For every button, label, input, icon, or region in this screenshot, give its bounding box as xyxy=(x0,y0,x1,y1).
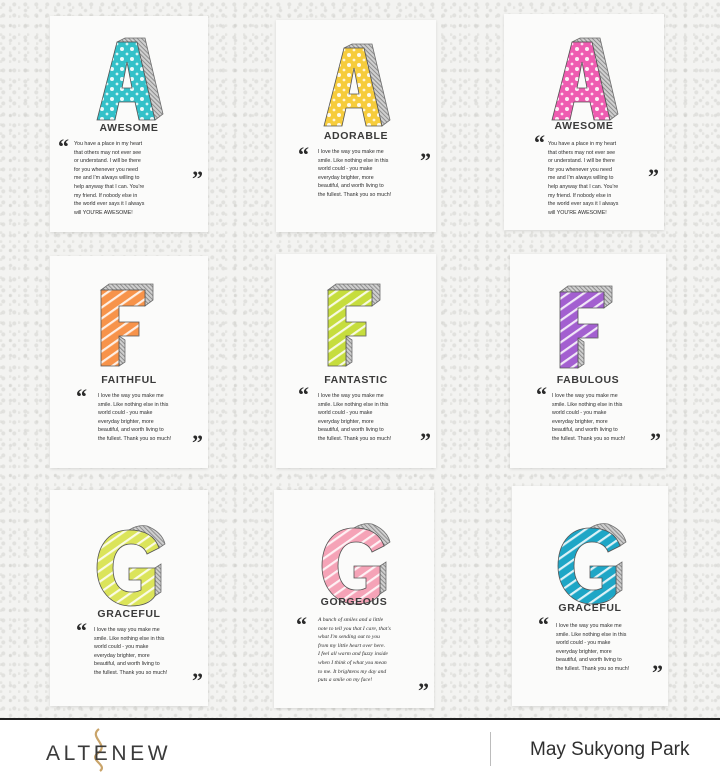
card-message: A bunch of smiles and a little note to tell you that I care, that's what I'm sending out to you from my little heart over here. I feel all warm and fuzzy inside when I think of what you mean to me. It brightens my day and puts a smile on my face! xyxy=(318,617,391,684)
greeting-card xyxy=(50,256,208,468)
card-title: ADORABLE xyxy=(323,130,389,142)
letter-a-icon xyxy=(89,36,169,131)
open-quote-icon: “ xyxy=(536,382,547,407)
close-quote-icon: ” xyxy=(420,148,431,173)
greeting-card xyxy=(50,16,208,232)
footer-bar xyxy=(0,718,720,780)
card-message: I love the way you make me smile. Like nothing else in this world could - you make everyday brighter, more beautiful, and worth living to the fullest. Thank you so much! xyxy=(556,623,630,672)
letter-a-icon xyxy=(316,42,396,137)
close-quote-icon: ” xyxy=(650,428,661,453)
close-quote-icon: ” xyxy=(648,164,659,189)
card-title: FANTASTIC xyxy=(324,374,388,386)
greeting-card xyxy=(504,14,664,230)
greeting-card xyxy=(276,254,436,468)
card-message: I love the way you make me smile. Like nothing else in this world could - you make everyday brighter, more beautiful, and worth living to the fullest. Thank you so much! xyxy=(94,627,168,676)
greeting-card xyxy=(276,20,436,232)
letter-f-icon xyxy=(89,282,169,377)
close-quote-icon: ” xyxy=(418,678,429,703)
card-message: You have a place in my heart that others may not ever see or understand. I will be there for you whenever you need me and I'm always willing to help anyway that I can. You're my friend. If nobody else in the world ever says it I always will YOU'RE AWESOME! xyxy=(548,141,619,216)
open-quote-icon: “ xyxy=(298,382,309,407)
open-quote-icon: “ xyxy=(76,618,87,643)
close-quote-icon: ” xyxy=(192,430,203,455)
letter-g-icon xyxy=(550,520,630,615)
open-quote-icon: “ xyxy=(58,134,69,159)
card-title: GRACEFUL xyxy=(558,602,622,614)
card-title: AWESOME xyxy=(554,120,614,132)
card-title: FABULOUS xyxy=(556,374,620,386)
open-quote-icon: “ xyxy=(296,612,307,637)
open-quote-icon: “ xyxy=(76,384,87,409)
letter-a-icon xyxy=(544,36,624,131)
greeting-card xyxy=(274,490,434,708)
card-message: I love the way you make me smile. Like nothing else in this world could - you make everyday brighter, more beautiful, and worth living to the fullest. Thank you so much! xyxy=(98,393,172,442)
card-message: I love the way you make me smile. Like nothing else in this world could - you make everyday brighter, more beautiful, and worth living to the fullest. Thank you so much! xyxy=(552,393,626,442)
close-quote-icon: ” xyxy=(192,668,203,693)
letter-f-icon xyxy=(316,282,396,377)
card-title: GRACEFUL xyxy=(97,608,161,620)
greeting-card xyxy=(510,254,666,468)
card-message: I love the way you make me smile. Like nothing else in this world could - you make everyday brighter, more beautiful, and worth living to the fullest. Thank you so much! xyxy=(318,149,392,198)
greeting-card xyxy=(50,490,208,706)
letter-g-icon xyxy=(89,522,169,617)
open-quote-icon: “ xyxy=(298,142,309,167)
card-message: I love the way you make me smile. Like nothing else in this world could - you make everyday brighter, more beautiful, and worth living to the fullest. Thank you so much! xyxy=(318,393,392,442)
open-quote-icon: “ xyxy=(534,130,545,155)
card-title: AWESOME xyxy=(99,122,159,134)
close-quote-icon: ” xyxy=(420,428,431,453)
close-quote-icon: ” xyxy=(652,660,663,685)
close-quote-icon: ” xyxy=(192,166,203,191)
brand-logo: ALTENEW xyxy=(46,742,172,765)
open-quote-icon: “ xyxy=(538,612,549,637)
card-title: GORGEOUS xyxy=(320,596,388,608)
author-name: May Sukyong Park xyxy=(530,739,690,760)
card-title: FAITHFUL xyxy=(101,374,157,386)
card-message: You have a place in my heart that others may not ever see or understand. I will be there for you whenever you need me and I'm always willing to help anyway that I can. You're my friend. If nobody else in the world ever says it I always will YOU'RE AWESOME! xyxy=(74,141,145,216)
letter-f-icon xyxy=(548,284,628,379)
greeting-card xyxy=(512,486,668,706)
footer-divider xyxy=(490,732,491,766)
